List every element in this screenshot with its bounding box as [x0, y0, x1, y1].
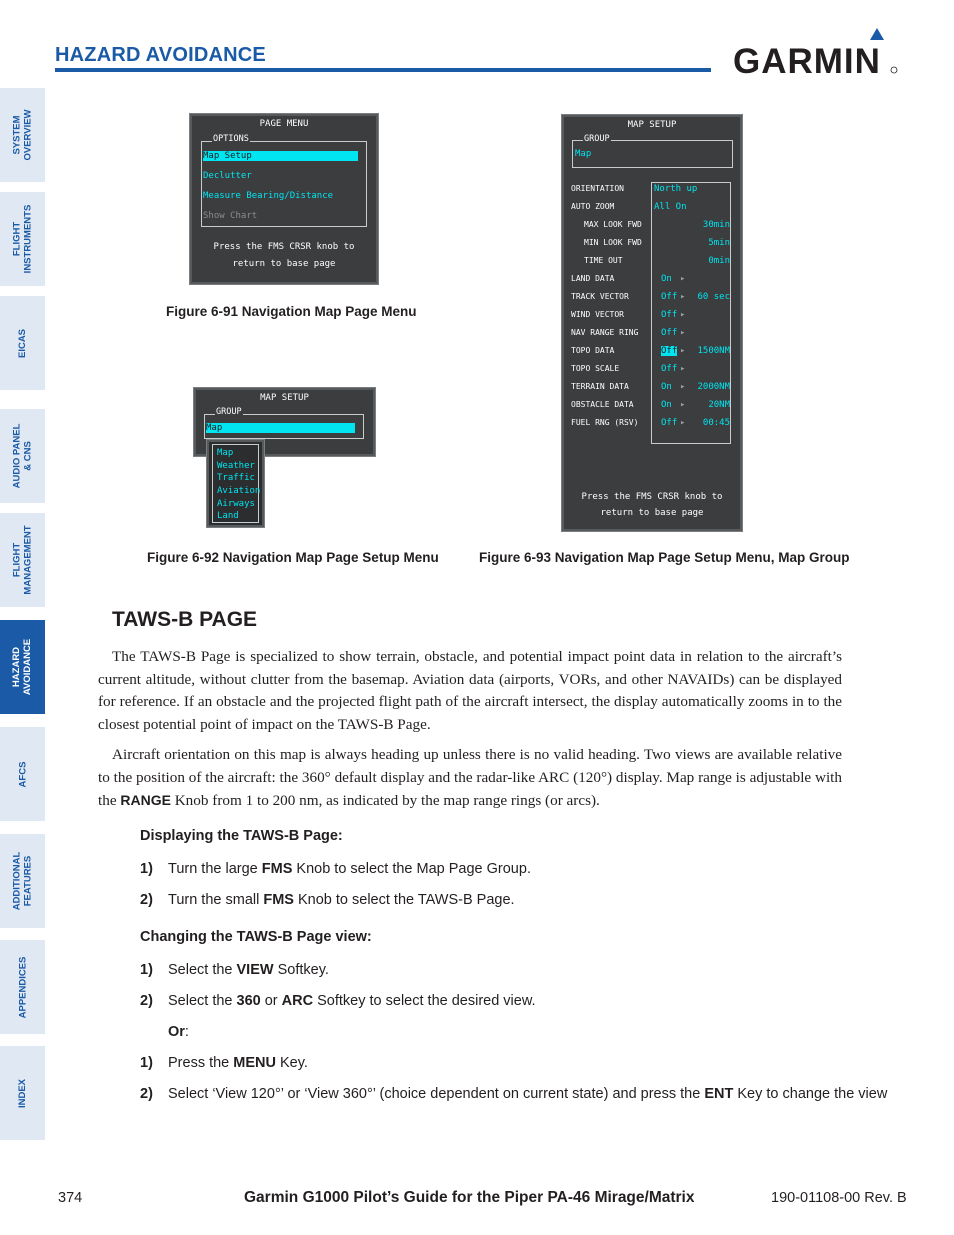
dropdown-item-airways[interactable]: Airways	[217, 499, 255, 509]
group-label-full: GROUP	[584, 134, 610, 144]
setup-row-value[interactable]: On	[661, 382, 672, 392]
setup-row-setting[interactable]: 0min	[708, 256, 730, 266]
setup-row-setting[interactable]: 00:45	[702, 418, 730, 428]
setup-row-setting[interactable]: 30min	[702, 220, 730, 230]
doc-number: 190-01108-00 Rev. B	[771, 1190, 907, 1206]
arrow-right-icon: ▸	[680, 310, 686, 320]
setup-row-label: LAND DATA	[571, 274, 615, 283]
menu-item-show-chart: Show Chart	[203, 211, 258, 221]
group-dropdown-list	[206, 439, 265, 528]
garmin-wordmark: GARMIN	[733, 42, 881, 78]
setup-row-value[interactable]: All On	[654, 202, 687, 212]
tab-afcs[interactable]: AFCS	[0, 727, 45, 821]
dropdown-item-map[interactable]: Map	[217, 448, 234, 458]
dropdown-item-traffic[interactable]: Traffic	[217, 473, 255, 483]
setup-row-label: WIND VECTOR	[571, 310, 624, 319]
hint-line-2-full: return to base page	[600, 508, 704, 518]
setup-row-value[interactable]: On	[661, 274, 672, 284]
tab-flight-management[interactable]: FLIGHT MANAGEMENT	[0, 513, 45, 607]
subheading-changing: Changing the TAWS-B Page view:	[140, 929, 372, 945]
tab-additional-features[interactable]: ADDITIONAL FEATURES	[0, 834, 45, 928]
setup-row-label: FUEL RNG (RSV)	[571, 418, 639, 427]
menu-item-measure[interactable]: Measure Bearing/Distance	[203, 191, 334, 201]
setup-row-label: NAV RANGE RING	[571, 328, 639, 337]
tab-index[interactable]: INDEX	[0, 1046, 45, 1140]
setup-row-label: OBSTACLE DATA	[571, 400, 634, 409]
setup-row-label: TIME OUT	[584, 256, 623, 265]
range-key: RANGE	[120, 792, 171, 808]
menu-item-map-setup[interactable]: Map Setup	[203, 151, 358, 161]
hint-line-2: return to base page	[232, 259, 336, 269]
group-value[interactable]: Map	[206, 423, 355, 433]
dropdown-item-aviation[interactable]: Aviation	[217, 486, 261, 496]
setup-row-value[interactable]: Off	[661, 364, 678, 374]
setup-row-label: TOPO SCALE	[571, 364, 620, 373]
arrow-right-icon: ▸	[680, 382, 686, 392]
setup-row-value[interactable]: Off	[661, 328, 678, 338]
menu-item-declutter[interactable]: Declutter	[203, 171, 252, 181]
setup-row-value[interactable]: Off	[661, 310, 678, 320]
tab-flight-instruments[interactable]: FLIGHT INSTRUMENTS	[0, 192, 45, 286]
hint-line-1: Press the FMS CRSR knob to	[213, 242, 355, 252]
setup-row-label: MIN LOOK FWD	[584, 238, 642, 247]
arrow-right-icon: ▸	[680, 400, 686, 410]
footer-title: Garmin G1000 Pilot’s Guide for the Piper PA-46 Mirage/Matrix	[244, 1189, 695, 1206]
tab-audio-panel-cns[interactable]: AUDIO PANEL & CNS	[0, 409, 45, 503]
setup-row-value[interactable]: On	[661, 400, 672, 410]
dropdown-item-weather[interactable]: Weather	[217, 461, 255, 471]
options-label: OPTIONS	[213, 134, 249, 144]
tab-eicas[interactable]: EICAS	[0, 296, 45, 390]
subheading-displaying: Displaying the TAWS-B Page:	[140, 828, 343, 844]
figure-caption-6-92: Figure 6-92 Navigation Map Page Setup Menu	[147, 550, 439, 565]
setup-row-value[interactable]: Off	[661, 418, 678, 428]
page-menu-screen	[189, 113, 379, 285]
setup-row-setting[interactable]: 2000NM	[697, 382, 730, 392]
map-setup-screen-full	[561, 114, 743, 532]
page-menu-title: PAGE MENU	[259, 119, 309, 129]
dropdown-item-land[interactable]: Land	[217, 511, 239, 521]
arrow-right-icon: ▸	[680, 418, 686, 428]
setup-row-value[interactable]: Off	[661, 346, 678, 356]
setup-row-setting[interactable]: 5min	[708, 238, 730, 248]
paragraph-2: Aircraft orientation on this map is always heading up unless there is no valid heading. Two views are available relative to the position of the aircraft: the 360° default display and the radar-like ARC (120°) display. Map range is adjustable with the RANGE Knob from 1 to 200 nm, as indicated by the map range rings (or arcs).	[98, 746, 842, 809]
arrow-right-icon: ▸	[680, 274, 686, 284]
setup-row-value[interactable]: North up	[654, 184, 698, 194]
arrow-right-icon: ▸	[680, 364, 686, 374]
header-rule	[55, 68, 711, 72]
tab-hazard-avoidance[interactable]: HAZARD AVOIDANCE	[0, 620, 45, 714]
setup-row-label: TERRAIN DATA	[571, 382, 629, 391]
section-heading: TAWS-B PAGE	[112, 608, 258, 631]
setup-row-label: AUTO ZOOM	[571, 202, 615, 211]
tab-system-overview[interactable]: SYSTEM OVERVIEW	[0, 88, 45, 182]
arrow-right-icon: ▸	[680, 292, 686, 302]
group-value-full[interactable]: Map	[575, 149, 592, 159]
figure-caption-6-93: Figure 6-93 Navigation Map Page Setup Menu, Map Group	[479, 550, 850, 565]
paragraph-1: The TAWS-B Page is specialized to show terrain, obstacle, and potential impact point data in relation to the aircraft’s current altitude, without clutter from the basemap. Aviation data (airports, VORs, and other NAVAIDs) can be displayed for reference. If an obstacle and the projected flight path of the aircraft intersect, the display automatically zooms in to the closest potential point of impact on the TAWS-B Page.	[98, 648, 842, 733]
garmin-logo	[733, 26, 898, 78]
setup-row-value[interactable]: Off	[661, 292, 678, 302]
arrow-right-icon: ▸	[680, 346, 686, 356]
setup-row-setting[interactable]: 1500NM	[697, 346, 730, 356]
map-setup-title: MAP SETUP	[260, 393, 309, 403]
map-setup-title-full: MAP SETUP	[627, 120, 677, 130]
section-title: HAZARD AVOIDANCE	[55, 44, 266, 66]
hint-line-1-full: Press the FMS CRSR knob to	[581, 492, 723, 502]
arrow-right-icon: ▸	[680, 328, 686, 338]
setup-row-label: MAX LOOK FWD	[584, 220, 642, 229]
tab-appendices[interactable]: APPENDICES	[0, 940, 45, 1034]
figure-caption-6-91: Figure 6-91 Navigation Map Page Menu	[166, 304, 417, 319]
setup-row-label: ORIENTATION	[571, 184, 624, 193]
setup-row-setting[interactable]: 60 sec	[697, 292, 730, 302]
setup-row-setting[interactable]: 20NM	[708, 400, 730, 410]
page-number: 374	[58, 1190, 83, 1206]
group-box-full	[572, 140, 733, 168]
setup-row-label: TOPO DATA	[571, 346, 615, 355]
group-label: GROUP	[216, 407, 242, 417]
setup-row-label: TRACK VECTOR	[571, 292, 629, 301]
